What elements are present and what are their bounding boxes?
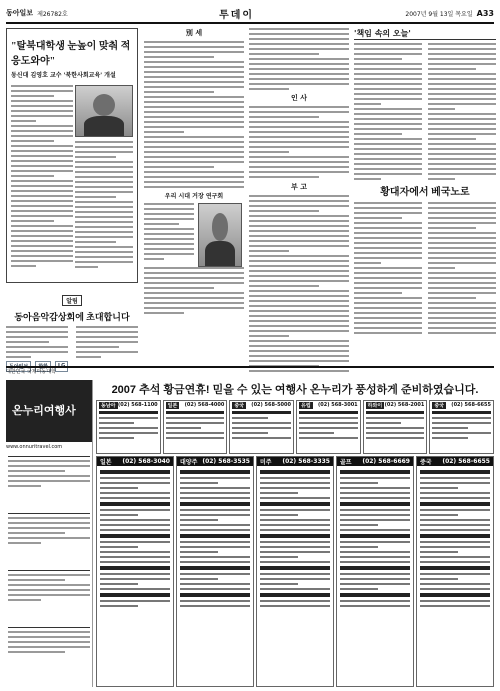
ad-top-note: 대한민국 국제마동대학 xyxy=(6,369,56,375)
ad-region-cell[interactable]: 골프 (02) 568-6669 xyxy=(336,456,414,687)
notice-tag: 알림 xyxy=(62,295,82,306)
ad-logo xyxy=(6,380,92,442)
ad-cell[interactable]: 유럽 (02) 568-3001 xyxy=(296,400,361,454)
page-header xyxy=(6,6,494,24)
sponsor-1: 동아일보 xyxy=(6,361,31,372)
portrait-photo xyxy=(75,85,133,137)
ad-product-grid xyxy=(96,400,494,687)
ad-banner: 2007 추석 황금연휴! 믿을 수 있는 여행사 온누리가 풍성하게 준비하였습니다. xyxy=(111,384,479,396)
notice-title: 동아음악감상회에 초대합니다 xyxy=(14,312,130,322)
masthead-brand: 동아일보 xyxy=(6,9,34,17)
scholar-photo xyxy=(198,203,242,267)
left-article-body-a xyxy=(11,85,73,270)
ad-cell[interactable]: 일본 (02) 568-4000 xyxy=(163,400,228,454)
right-column xyxy=(354,28,496,373)
ad-url[interactable]: www.onnuritravel.com xyxy=(6,444,63,450)
ad-region-cell[interactable]: 중국 (02) 568-6655 xyxy=(416,456,494,687)
obituary-mid-head: 인 사 xyxy=(291,94,307,102)
page-number: A33 xyxy=(476,8,494,18)
left-article-subtitle: 동신대 김영호 교수 '북한사회교육' 개설 xyxy=(11,72,116,79)
ad-cell[interactable]: 중국 (02) 568-5000 xyxy=(229,400,294,454)
issue-number: 제26782호 xyxy=(37,10,68,18)
left-article-title: "탈북대학생 눈높이 맞춰 적응도와야" xyxy=(11,41,131,67)
section-title: 투데이 xyxy=(219,9,255,21)
ad-bottom-row xyxy=(96,456,494,687)
obituary-col2-head: 부 고 xyxy=(291,183,307,191)
feature-title: 황대자에서 베국노로 xyxy=(380,187,470,198)
obituary-col-2 xyxy=(249,28,349,373)
ad-cell[interactable]: 동남아 (02) 568-1100 xyxy=(96,400,161,454)
left-feature-article xyxy=(6,28,138,283)
travel-advertisement xyxy=(6,366,494,687)
column-title: '책임 속의 오늘' xyxy=(354,28,496,40)
profile-head: 우리 시대 거장 연구회 xyxy=(164,193,224,200)
ad-region-cell[interactable]: 대양주 (02) 568-3535 xyxy=(176,456,254,687)
issue-date: 2007년 9월 13일 목요일 xyxy=(405,10,473,18)
sponsor-3: LG xyxy=(55,361,68,372)
left-article-body-b xyxy=(75,85,133,271)
ad-cell[interactable]: 하와이 (02) 568-2001 xyxy=(363,400,428,454)
ad-brand-name: 온누리여행사 xyxy=(12,405,76,417)
obituary-col-1 xyxy=(144,28,244,373)
ad-region-cell[interactable]: 미주 (02) 568-3335 xyxy=(256,456,334,687)
ad-cell[interactable]: 중국 (02) 568-6655 xyxy=(429,400,494,454)
ad-brand-panel xyxy=(6,380,93,687)
sponsor-2: 한화 xyxy=(35,361,51,372)
obituary-col1-head: 別 세 xyxy=(185,29,203,37)
editorial-region xyxy=(6,28,494,373)
concert-notice xyxy=(6,288,138,373)
ad-region-cell[interactable]: 일본 (02) 568-3040 xyxy=(96,456,174,687)
